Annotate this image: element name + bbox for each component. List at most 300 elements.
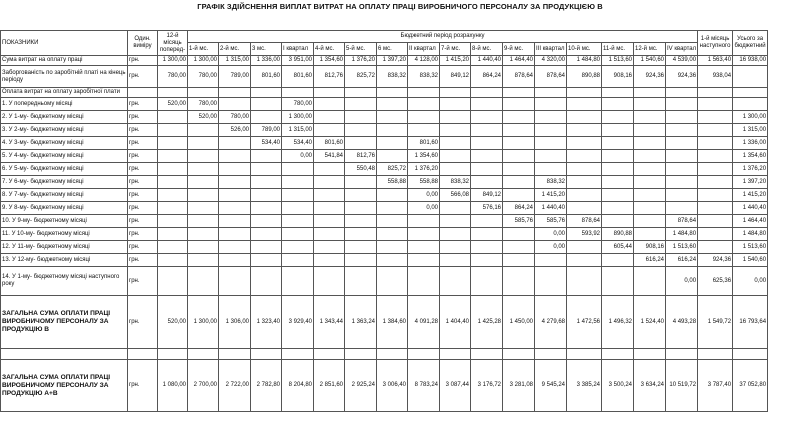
- value-cell: [503, 98, 535, 111]
- value-cell: [345, 228, 377, 241]
- value-cell: [377, 88, 408, 98]
- value-cell: [158, 215, 188, 228]
- row-unit: грн.: [128, 254, 158, 267]
- value-cell: 878,64: [567, 215, 602, 228]
- value-cell: [698, 241, 733, 254]
- spacer-cell: [698, 349, 733, 360]
- value-cell: 1 513,60: [733, 241, 768, 254]
- value-cell: [251, 176, 282, 189]
- table-row: [1, 254, 800, 267]
- value-cell: 4 091,28: [408, 296, 440, 349]
- value-cell: 890,88: [602, 228, 634, 241]
- table-row: [1, 150, 800, 163]
- value-cell: [666, 150, 698, 163]
- value-cell: [471, 163, 503, 176]
- row-label: ЗАГАЛЬНА СУМА ОПЛАТИ ПРАЦІ ВИРОБНИЧОМУ ПЕРСОНАЛУ ЗА ПРОДУКЦІЮ В: [1, 296, 128, 349]
- value-cell: [314, 202, 345, 215]
- header-next-month: 1-й місяць наступного: [698, 31, 733, 56]
- value-cell: [408, 98, 440, 111]
- row-label: 5. У 4-му- бюджетному місяці: [1, 150, 128, 163]
- table-row: [1, 137, 800, 150]
- value-cell: 1 300,00: [188, 56, 219, 66]
- value-cell: [666, 163, 698, 176]
- value-cell: [471, 124, 503, 137]
- row-label: 12. У 11-му- бюджетному місяці: [1, 241, 128, 254]
- value-cell: [188, 189, 219, 202]
- value-cell: [282, 228, 314, 241]
- value-cell: 605,44: [602, 241, 634, 254]
- value-cell: [251, 150, 282, 163]
- value-cell: 4 493,28: [666, 296, 698, 349]
- value-cell: [634, 88, 666, 98]
- value-cell: [666, 124, 698, 137]
- row-label: 1. У попередньому місяці: [1, 98, 128, 111]
- value-cell: 1 540,60: [733, 254, 768, 267]
- value-cell: [698, 176, 733, 189]
- value-cell: [666, 98, 698, 111]
- value-cell: 520,00: [158, 98, 188, 111]
- value-cell: [408, 215, 440, 228]
- value-cell: 938,04: [698, 66, 733, 88]
- value-cell: [535, 254, 567, 267]
- value-cell: [188, 163, 219, 176]
- value-cell: [471, 111, 503, 124]
- value-cell: [471, 137, 503, 150]
- value-cell: 908,16: [602, 66, 634, 88]
- value-cell: [733, 66, 768, 88]
- value-cell: 616,24: [666, 254, 698, 267]
- spacer-cell: [377, 349, 408, 360]
- value-cell: [282, 215, 314, 228]
- value-cell: [503, 124, 535, 137]
- value-cell: [188, 267, 219, 296]
- value-cell: 1 484,80: [567, 56, 602, 66]
- value-cell: [219, 88, 251, 98]
- value-cell: [282, 241, 314, 254]
- value-cell: 566,08: [440, 189, 471, 202]
- value-cell: 3 385,24: [567, 360, 602, 412]
- value-cell: [535, 163, 567, 176]
- value-cell: [503, 137, 535, 150]
- value-cell: [188, 137, 219, 150]
- value-cell: [219, 241, 251, 254]
- value-cell: 1 376,20: [733, 163, 768, 176]
- value-cell: [471, 241, 503, 254]
- spacer-cell: [158, 349, 188, 360]
- value-cell: [345, 98, 377, 111]
- value-cell: 8 204,80: [282, 360, 314, 412]
- value-cell: [408, 267, 440, 296]
- value-cell: [219, 98, 251, 111]
- value-cell: [471, 150, 503, 163]
- value-cell: 838,32: [440, 176, 471, 189]
- value-cell: [440, 202, 471, 215]
- value-cell: [567, 254, 602, 267]
- value-cell: [377, 215, 408, 228]
- value-cell: [503, 189, 535, 202]
- value-cell: 0,00: [535, 241, 567, 254]
- value-cell: [698, 163, 733, 176]
- value-cell: [567, 176, 602, 189]
- value-cell: 908,16: [634, 241, 666, 254]
- value-cell: [314, 163, 345, 176]
- row-label: 9. У 8-му- бюджетному місяці: [1, 202, 128, 215]
- value-cell: [345, 137, 377, 150]
- value-cell: 3 176,72: [471, 360, 503, 412]
- value-cell: 1 484,80: [666, 228, 698, 241]
- header-unit: Один. виміру: [128, 31, 158, 56]
- value-cell: [251, 189, 282, 202]
- value-cell: 1 300,00: [733, 111, 768, 124]
- value-cell: 924,36: [634, 66, 666, 88]
- value-cell: 520,00: [158, 296, 188, 349]
- value-cell: [345, 111, 377, 124]
- table-row: [1, 296, 800, 349]
- header-indicators: ПОКАЗНИКИ: [1, 31, 128, 56]
- value-cell: 534,40: [282, 137, 314, 150]
- value-cell: [188, 202, 219, 215]
- value-cell: [282, 254, 314, 267]
- value-cell: [698, 189, 733, 202]
- spacer-cell: [408, 349, 440, 360]
- row-unit: грн.: [128, 98, 158, 111]
- value-cell: [219, 267, 251, 296]
- value-cell: [440, 150, 471, 163]
- row-unit: грн.: [128, 176, 158, 189]
- value-cell: [251, 228, 282, 241]
- value-cell: 780,00: [282, 98, 314, 111]
- value-cell: [698, 137, 733, 150]
- value-cell: [158, 124, 188, 137]
- value-cell: [634, 228, 666, 241]
- value-cell: [666, 189, 698, 202]
- value-cell: 2 700,00: [188, 360, 219, 412]
- value-cell: [251, 241, 282, 254]
- value-cell: 780,00: [219, 111, 251, 124]
- spacer-cell: [666, 349, 698, 360]
- row-label: 11. У 10-му- бюджетному місяці: [1, 228, 128, 241]
- value-cell: 1 300,00: [158, 56, 188, 66]
- value-cell: 1 524,40: [634, 296, 666, 349]
- spacer-cell: [733, 349, 768, 360]
- value-cell: [503, 150, 535, 163]
- value-cell: 3 087,44: [440, 360, 471, 412]
- value-cell: 1 384,60: [377, 296, 408, 349]
- value-cell: [503, 163, 535, 176]
- value-cell: [158, 111, 188, 124]
- value-cell: 16 793,64: [733, 296, 768, 349]
- value-cell: 3 787,40: [698, 360, 733, 412]
- value-cell: 616,24: [634, 254, 666, 267]
- value-cell: [567, 137, 602, 150]
- value-cell: [440, 267, 471, 296]
- value-cell: [219, 150, 251, 163]
- value-cell: [377, 228, 408, 241]
- value-cell: 1 315,00: [733, 124, 768, 137]
- value-cell: 4 128,00: [408, 56, 440, 66]
- value-cell: 520,00: [188, 111, 219, 124]
- value-cell: [698, 202, 733, 215]
- header-col: 11-й мс.: [602, 43, 634, 56]
- value-cell: 838,32: [535, 176, 567, 189]
- value-cell: [219, 228, 251, 241]
- value-cell: [345, 176, 377, 189]
- value-cell: [634, 137, 666, 150]
- value-cell: [158, 150, 188, 163]
- value-cell: [345, 241, 377, 254]
- table-row: [1, 98, 800, 111]
- value-cell: [666, 88, 698, 98]
- value-cell: 3 500,24: [602, 360, 634, 412]
- value-cell: [666, 202, 698, 215]
- value-cell: 780,00: [188, 66, 219, 88]
- table-row: [1, 360, 800, 412]
- value-cell: [503, 267, 535, 296]
- value-cell: [314, 111, 345, 124]
- value-cell: [567, 111, 602, 124]
- value-cell: [188, 228, 219, 241]
- value-cell: [251, 267, 282, 296]
- spacer-cell: [219, 349, 251, 360]
- value-cell: [408, 124, 440, 137]
- value-cell: 924,36: [666, 66, 698, 88]
- value-cell: [567, 150, 602, 163]
- value-cell: [219, 137, 251, 150]
- value-cell: 1 440,40: [471, 56, 503, 66]
- row-label: 4. У 3-му- бюджетному місяці: [1, 137, 128, 150]
- row-label: 8. У 7-му- бюджетному місяці: [1, 189, 128, 202]
- header-col: 6 мс.: [377, 43, 408, 56]
- value-cell: [282, 267, 314, 296]
- value-cell: [408, 254, 440, 267]
- value-cell: [602, 150, 634, 163]
- spacer-cell: [471, 349, 503, 360]
- row-unit: грн.: [128, 296, 158, 349]
- spacer-cell: [314, 349, 345, 360]
- value-cell: [602, 124, 634, 137]
- row-label: 6. У 5-му- бюджетному місяці: [1, 163, 128, 176]
- value-cell: 1 080,00: [158, 360, 188, 412]
- value-cell: 576,16: [471, 202, 503, 215]
- row-unit: грн.: [128, 124, 158, 137]
- value-cell: [440, 228, 471, 241]
- table-row: [1, 56, 800, 66]
- value-cell: 1 397,20: [733, 176, 768, 189]
- value-cell: [377, 202, 408, 215]
- value-cell: 878,64: [666, 215, 698, 228]
- spacer-cell: [345, 349, 377, 360]
- header-col: 3 мс.: [251, 43, 282, 56]
- value-cell: 4 320,00: [535, 56, 567, 66]
- value-cell: [567, 124, 602, 137]
- value-cell: [158, 241, 188, 254]
- row-unit: грн.: [128, 215, 158, 228]
- value-cell: 1 397,20: [377, 56, 408, 66]
- value-cell: 849,12: [440, 66, 471, 88]
- table-row: [1, 267, 800, 296]
- value-cell: 10 519,72: [666, 360, 698, 412]
- value-cell: [698, 150, 733, 163]
- value-cell: [282, 163, 314, 176]
- value-cell: [634, 202, 666, 215]
- header-col: ІІІ квартал: [535, 43, 567, 56]
- header-col: 10-й мс.: [567, 43, 602, 56]
- value-cell: [408, 111, 440, 124]
- row-unit: грн.: [128, 360, 158, 412]
- value-cell: 1 464,40: [733, 215, 768, 228]
- value-cell: [471, 176, 503, 189]
- value-cell: [219, 202, 251, 215]
- value-cell: [733, 88, 768, 98]
- value-cell: 801,60: [282, 66, 314, 88]
- value-cell: 2 925,24: [345, 360, 377, 412]
- value-cell: [314, 98, 345, 111]
- value-cell: [535, 150, 567, 163]
- value-cell: 1 336,00: [733, 137, 768, 150]
- value-cell: 0,00: [535, 228, 567, 241]
- header-prev-month: 12-й місяць поперед-: [158, 31, 188, 56]
- value-cell: [158, 202, 188, 215]
- spacer-cell: [567, 349, 602, 360]
- value-cell: [251, 202, 282, 215]
- value-cell: [567, 88, 602, 98]
- value-cell: [345, 189, 377, 202]
- row-unit: [128, 88, 158, 98]
- value-cell: [602, 88, 634, 98]
- row-label: 2. У 1-му- бюджетному місяці: [1, 111, 128, 124]
- value-cell: 1 472,56: [567, 296, 602, 349]
- row-label: ЗАГАЛЬНА СУМА ОПЛАТИ ПРАЦІ ВИРОБНИЧОМУ ПЕРСОНАЛУ ЗА ПРОДУКЦІЮ А+В: [1, 360, 128, 412]
- value-cell: 1 450,00: [503, 296, 535, 349]
- value-cell: 2 782,80: [251, 360, 282, 412]
- value-cell: [158, 163, 188, 176]
- value-cell: [377, 241, 408, 254]
- value-cell: [503, 228, 535, 241]
- value-cell: [503, 241, 535, 254]
- row-label: Оплата витрат на оплату заробітної плати: [1, 88, 128, 98]
- value-cell: [314, 241, 345, 254]
- value-cell: [503, 111, 535, 124]
- row-unit: грн.: [128, 150, 158, 163]
- value-cell: 4 539,00: [666, 56, 698, 66]
- value-cell: 1 336,00: [251, 56, 282, 66]
- spacer-cell: [282, 349, 314, 360]
- value-cell: [158, 137, 188, 150]
- value-cell: [440, 111, 471, 124]
- value-cell: [471, 215, 503, 228]
- table-row: [1, 66, 800, 88]
- value-cell: 1 549,72: [698, 296, 733, 349]
- value-cell: [219, 189, 251, 202]
- spacer-cell: [1, 349, 128, 360]
- value-cell: [535, 98, 567, 111]
- value-cell: 1 404,40: [440, 296, 471, 349]
- value-cell: [314, 88, 345, 98]
- value-cell: [282, 189, 314, 202]
- row-label: Сума витрат на оплату праці: [1, 56, 128, 66]
- value-cell: [345, 124, 377, 137]
- value-cell: 1 415,20: [440, 56, 471, 66]
- value-cell: [219, 163, 251, 176]
- table-row: [1, 88, 800, 98]
- value-cell: [471, 267, 503, 296]
- value-cell: 0,00: [408, 202, 440, 215]
- value-cell: [634, 98, 666, 111]
- row-unit: грн.: [128, 267, 158, 296]
- value-cell: 625,36: [698, 267, 733, 296]
- value-cell: [377, 150, 408, 163]
- value-cell: 838,32: [408, 66, 440, 88]
- value-cell: 593,92: [567, 228, 602, 241]
- value-cell: 1 300,00: [188, 296, 219, 349]
- value-cell: [314, 228, 345, 241]
- value-cell: 1 464,40: [503, 56, 535, 66]
- value-cell: 37 052,80: [733, 360, 768, 412]
- value-cell: [602, 137, 634, 150]
- value-cell: 864,24: [503, 202, 535, 215]
- value-cell: [188, 176, 219, 189]
- value-cell: 1 376,20: [408, 163, 440, 176]
- value-cell: [634, 189, 666, 202]
- row-label: 3. У 2-му- бюджетному місяці: [1, 124, 128, 137]
- value-cell: [567, 189, 602, 202]
- value-cell: 1 496,32: [602, 296, 634, 349]
- value-cell: 812,76: [345, 150, 377, 163]
- row-label: 7. У 6-му- бюджетному місяці: [1, 176, 128, 189]
- value-cell: [377, 98, 408, 111]
- value-cell: 825,72: [345, 66, 377, 88]
- header-col: 8-й мс.: [471, 43, 503, 56]
- value-cell: [567, 241, 602, 254]
- value-cell: 558,88: [377, 176, 408, 189]
- value-cell: [345, 88, 377, 98]
- value-cell: 1 440,40: [733, 202, 768, 215]
- value-cell: [408, 241, 440, 254]
- value-cell: 0,00: [282, 150, 314, 163]
- value-cell: 1 343,44: [314, 296, 345, 349]
- header-col: 9-й мс.: [503, 43, 535, 56]
- value-cell: [345, 254, 377, 267]
- value-cell: [440, 137, 471, 150]
- table-row: [1, 176, 800, 189]
- value-cell: [345, 215, 377, 228]
- value-cell: [733, 98, 768, 111]
- value-cell: 3 634,24: [634, 360, 666, 412]
- row-unit: грн.: [128, 56, 158, 66]
- value-cell: [471, 98, 503, 111]
- value-cell: [158, 267, 188, 296]
- value-cell: [314, 267, 345, 296]
- value-cell: [158, 254, 188, 267]
- value-cell: 780,00: [188, 98, 219, 111]
- value-cell: [314, 176, 345, 189]
- value-cell: 1 484,80: [733, 228, 768, 241]
- value-cell: [471, 88, 503, 98]
- value-cell: [282, 88, 314, 98]
- table-row: [1, 189, 800, 202]
- value-cell: [345, 267, 377, 296]
- value-cell: 3 281,08: [503, 360, 535, 412]
- page-title: ГРАФІК ЗДІЙСНЕННЯ ВИПЛАТ ВИТРАТ НА ОПЛАТУ ПРАЦІ ВИРОБНИЧОГО ПЕРСОНАЛУ ЗА ПРОДУКЦІЄЮ В: [197, 2, 603, 11]
- value-cell: [377, 111, 408, 124]
- value-cell: 16 938,00: [733, 56, 768, 66]
- row-unit: грн.: [128, 228, 158, 241]
- value-cell: [314, 189, 345, 202]
- value-cell: 3 951,00: [282, 56, 314, 66]
- value-cell: 878,64: [535, 66, 567, 88]
- header-budget-period: Бюджетний період розрахунку: [188, 31, 698, 43]
- value-cell: [602, 163, 634, 176]
